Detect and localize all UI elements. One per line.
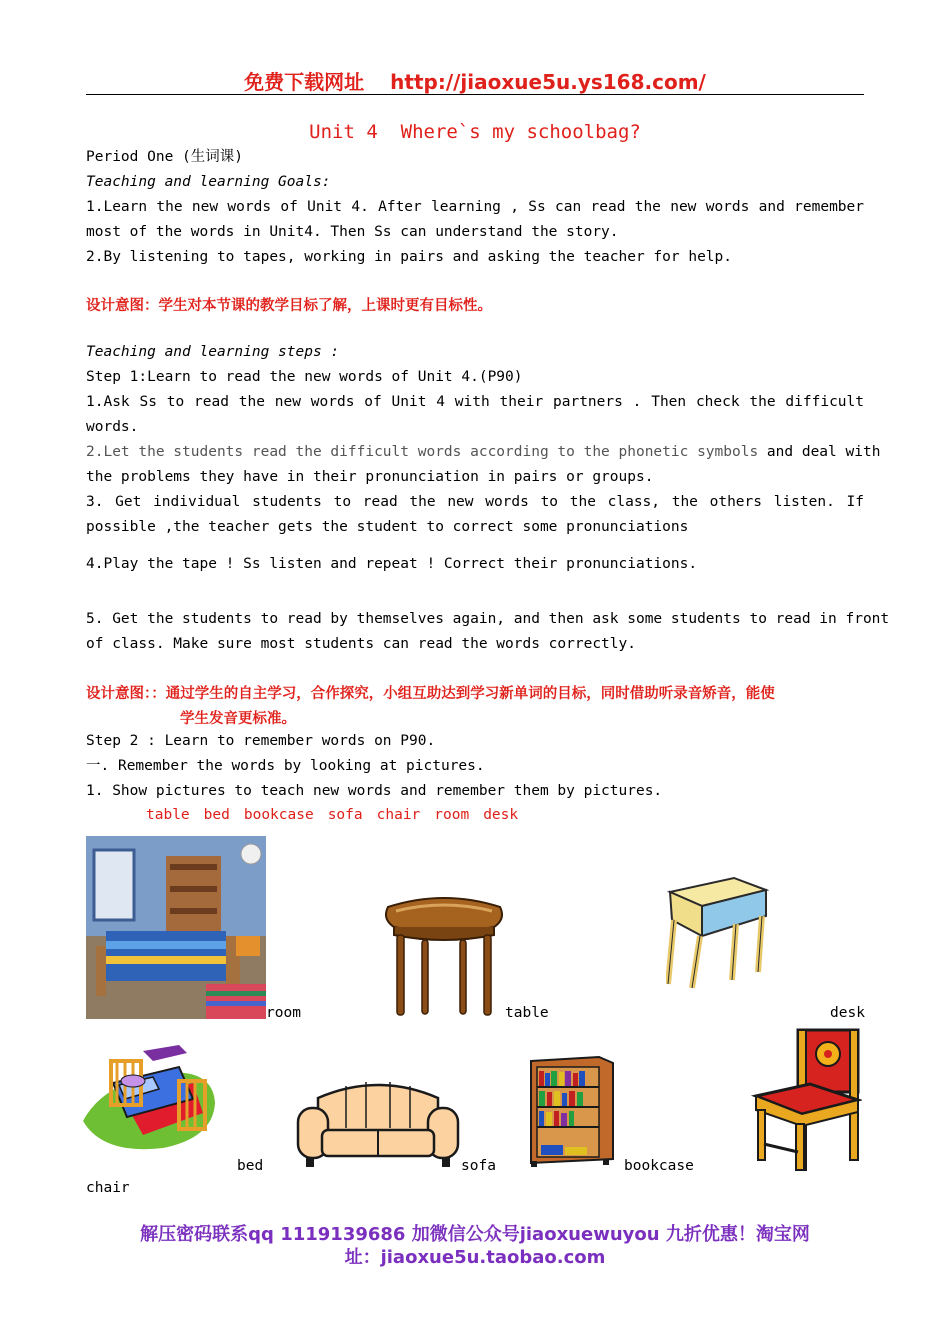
- step1-item3a: 3. Get individual students to read the new words to the class, the others listen. If: [86, 494, 864, 510]
- caption-bookcase: bookcase: [624, 1158, 694, 1174]
- caption-chair: chair: [86, 1180, 130, 1196]
- bed-picture: [83, 1043, 217, 1156]
- steps-heading: Teaching and learning steps :: [86, 344, 340, 360]
- goals-heading: Teaching and learning Goals:: [86, 174, 331, 190]
- step2-heading: Step 2 : Learn to remember words on P90.: [86, 733, 436, 749]
- step1-item2b: the problems they have in their pronunciation in pairs or groups.: [86, 469, 654, 485]
- word-item: room: [434, 807, 470, 823]
- caption-bed: bed: [237, 1158, 264, 1174]
- caption-room: room: [266, 1005, 301, 1021]
- design-note-2a: 设计意图：：通过学生的自主学习，合作探究，小组互助达到学习新单词的目标，同时借助听录音矫音，能使: [86, 686, 775, 702]
- design-note-2b: 学生发音更标准。: [180, 711, 296, 727]
- step1-item2a-gray: 2.Let the students read the difficult words according to the phonetic symbols: [86, 444, 759, 460]
- step2-sub: 一. Remember the words by looking at pictures.: [86, 758, 485, 774]
- room-photo: [86, 836, 266, 1019]
- word-item: desk: [483, 807, 519, 823]
- word-list: [146, 807, 532, 823]
- design-note-1: 设计意图：学生对本节课的教学目标了解，上课时更有目标性。: [86, 298, 492, 314]
- step1-item1a: 1.Ask Ss to read the new words of Unit 4 with their partners . Then check the difficult: [86, 394, 864, 410]
- step1-item5a: 5. Get the students to read by themselves again, and then ask some students to read in front: [86, 611, 890, 627]
- header-url[interactable]: http://jiaoxue5u.ys168.com/: [390, 70, 706, 94]
- footer-line-2: 址：jiaoxue5u.taobao.com: [344, 1247, 606, 1268]
- header: [0, 66, 950, 95]
- goal-1a: 1.Learn the new words of Unit 4. After learning , Ss can read the new words and remember: [86, 199, 864, 215]
- sofa-picture: [296, 1078, 460, 1169]
- step1-item4: 4.Play the tape ! Ss listen and repeat ! Correct their pronunciations.: [86, 556, 698, 572]
- desk-picture: [666, 876, 770, 989]
- page-title: Unit 4 Where`s my schoolbag?: [309, 121, 641, 143]
- bookcase-picture: [529, 1055, 615, 1168]
- step1-item2a: [86, 443, 880, 461]
- header-label: 免费下载网址: [244, 70, 365, 94]
- step1-item2a-rest: and deal with: [758, 444, 881, 460]
- step2-item1: 1. Show pictures to teach new words and remember them by pictures.: [86, 783, 663, 799]
- goal-1b: most of the words in Unit4. Then Ss can understand the story.: [86, 224, 619, 240]
- word-item: sofa: [327, 807, 363, 823]
- caption-table: table: [505, 1005, 549, 1021]
- step1-item5b: of class. Make sure most students can read the words correctly.: [86, 636, 636, 652]
- step1-item3b: possible ,the teacher gets the student to correct some pronunciations: [86, 519, 689, 535]
- caption-desk: desk: [830, 1005, 865, 1021]
- word-item: table: [146, 807, 190, 823]
- header-rule: [86, 94, 864, 95]
- caption-sofa: sofa: [461, 1158, 496, 1174]
- word-item: chair: [376, 807, 421, 823]
- table-picture: [382, 893, 506, 1021]
- step1-item1b: words.: [86, 419, 139, 435]
- word-item: bookcase: [243, 807, 314, 823]
- word-item: bed: [203, 807, 230, 823]
- chair-picture: [750, 1026, 862, 1172]
- goal-2: 2.By listening to tapes, working in pairs and asking the teacher for help.: [86, 249, 733, 265]
- footer-line-1: 解压密码联系qq 1119139686 加微信公众号jiaoxuewuyou 九折优惠！淘宝网: [140, 1224, 810, 1245]
- step1-heading: Step 1:Learn to read the new words of Unit 4.(P90): [86, 369, 523, 385]
- period-label: Period One (生词课): [86, 149, 243, 165]
